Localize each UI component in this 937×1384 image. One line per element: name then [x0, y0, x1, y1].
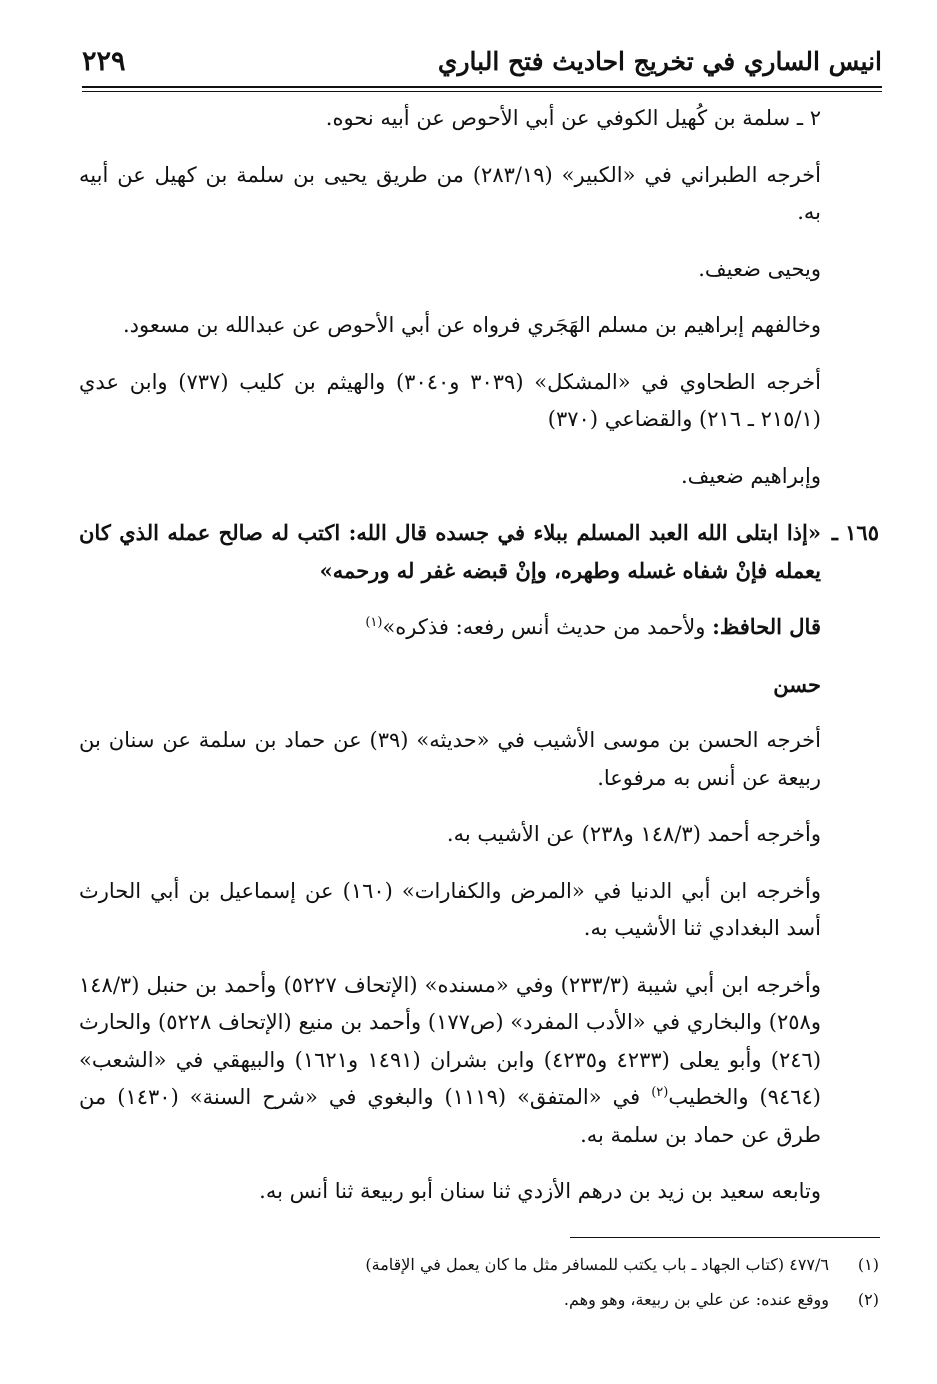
paragraph-part: وأخرجه ابن أبي شيبة (٢٣٣/٣) وفي «مسنده» (الإتحاف ٥٢٢٧) وأحمد بن حنبل (١٤٨/٣ و٢٥٨) والبخاري في «الأدب المفرد» (ص١٧٧) وأحمد بن منيع (الإتحاف ٥٢٢٨) والحارث (٢٤٦) وأبو يعلى (٤٢٣٣ و٤٢٣٥) وابن بشران (١٤٩١ و١٦٢١) والبيهقي في «الشعب» (٩٤٦٤) والخطيب	[79, 972, 822, 1109]
footnote-ref: (١)	[365, 615, 383, 630]
footnote-number: (١)	[857, 1255, 879, 1274]
header-rule-thin	[82, 91, 882, 92]
footnote-separator	[570, 1237, 880, 1238]
page-number: ٢٢٩	[82, 45, 126, 77]
hadith-grade: حسن	[773, 671, 821, 697]
paragraph: أخرجه الطحاوي في «المشكل» (٣٠٣٩ و٣٠٤٠) والهيثم بن كليب (٧٣٧) وابن عدي (٢١٥/١ ـ ٢١٦) والقضاعي (٣٧٠)	[79, 369, 821, 431]
running-header	[82, 36, 882, 86]
footnote-text: ٤٧٧/٦ (كتاب الجهاد ـ باب يكتب للمسافر مثل ما كان يعمل في الإقامة)	[365, 1255, 829, 1274]
hafiz-label: قال الحافظ:	[712, 614, 821, 639]
paragraph: وأخرجه أحمد (١٤٨/٣ و٢٣٨) عن الأشيب به.	[446, 822, 821, 846]
footnote	[79, 1247, 879, 1282]
hadith-number: ١٦٥ ـ	[831, 520, 879, 545]
hadith-text: «إذا ابتلى الله العبد المسلم ببلاء في جسده قال الله: اكتب له صالح عمله الذي كان يعمله فإنْ شفاه غسله وطهره، وإنْ قبضه غفر له ورحمه»	[79, 520, 821, 583]
header-rule	[82, 86, 882, 88]
hadith-entry	[79, 514, 879, 589]
paragraph: أخرجه الطبراني في «الكبير» (٢٨٣/١٩) من طريق يحيى بن سلمة بن كهيل عن أبيه به.	[79, 162, 821, 224]
paragraph-with-note	[79, 967, 879, 1155]
paragraph: وإبراهيم ضعيف.	[680, 463, 821, 488]
book-title: انيس الساري في تخريج احاديث فتح الباري	[437, 46, 882, 76]
paragraph: وخالفهم إبراهيم بن مسلم الهَجَري فرواه عن أبي الأحوص عن عبدالله بن مسعود.	[122, 313, 821, 337]
footnotes	[79, 1247, 879, 1317]
footnote-text: ووقع عنده: عن علي بن ربيعة، وهو وهم.	[563, 1290, 829, 1309]
footnote	[79, 1282, 879, 1317]
main-text	[79, 100, 879, 1230]
paragraph-part: في «المتفق» (١١١٩) والبغوي في «شرح السنة» (١٤٣٠) من طرق عن حماد بن سلمة به.	[79, 1085, 821, 1147]
footnote-number: (٢)	[857, 1290, 879, 1309]
paragraph: وتابعه سعيد بن زيد بن درهم الأزدي ثنا سنان أبو ربيعة ثنا أنس به.	[259, 1179, 821, 1203]
paragraph: وأخرجه ابن أبي الدنيا في «المرض والكفارات» (١٦٠) عن إسماعيل بن أبي الحارث أسد البغدادي ثنا الأشيب به.	[79, 878, 821, 940]
paragraph: أخرجه الحسن بن موسى الأشيب في «حديثه» (٣٩) عن حماد بن سلمة عن سنان بن ربيعة عن أنس به مرفوعا.	[79, 728, 821, 790]
hafiz-text: ولأحمد من حديث أنس رفعه: فذكره»	[382, 615, 706, 639]
paragraph: ويحيى ضعيف.	[698, 256, 821, 281]
footnote-ref: (٢)	[651, 1085, 669, 1100]
paragraph: ٢ ـ سلمة بن كُهيل الكوفي عن أبي الأحوص عن أبيه نحوه.	[325, 106, 821, 130]
hafiz-statement	[79, 608, 879, 647]
